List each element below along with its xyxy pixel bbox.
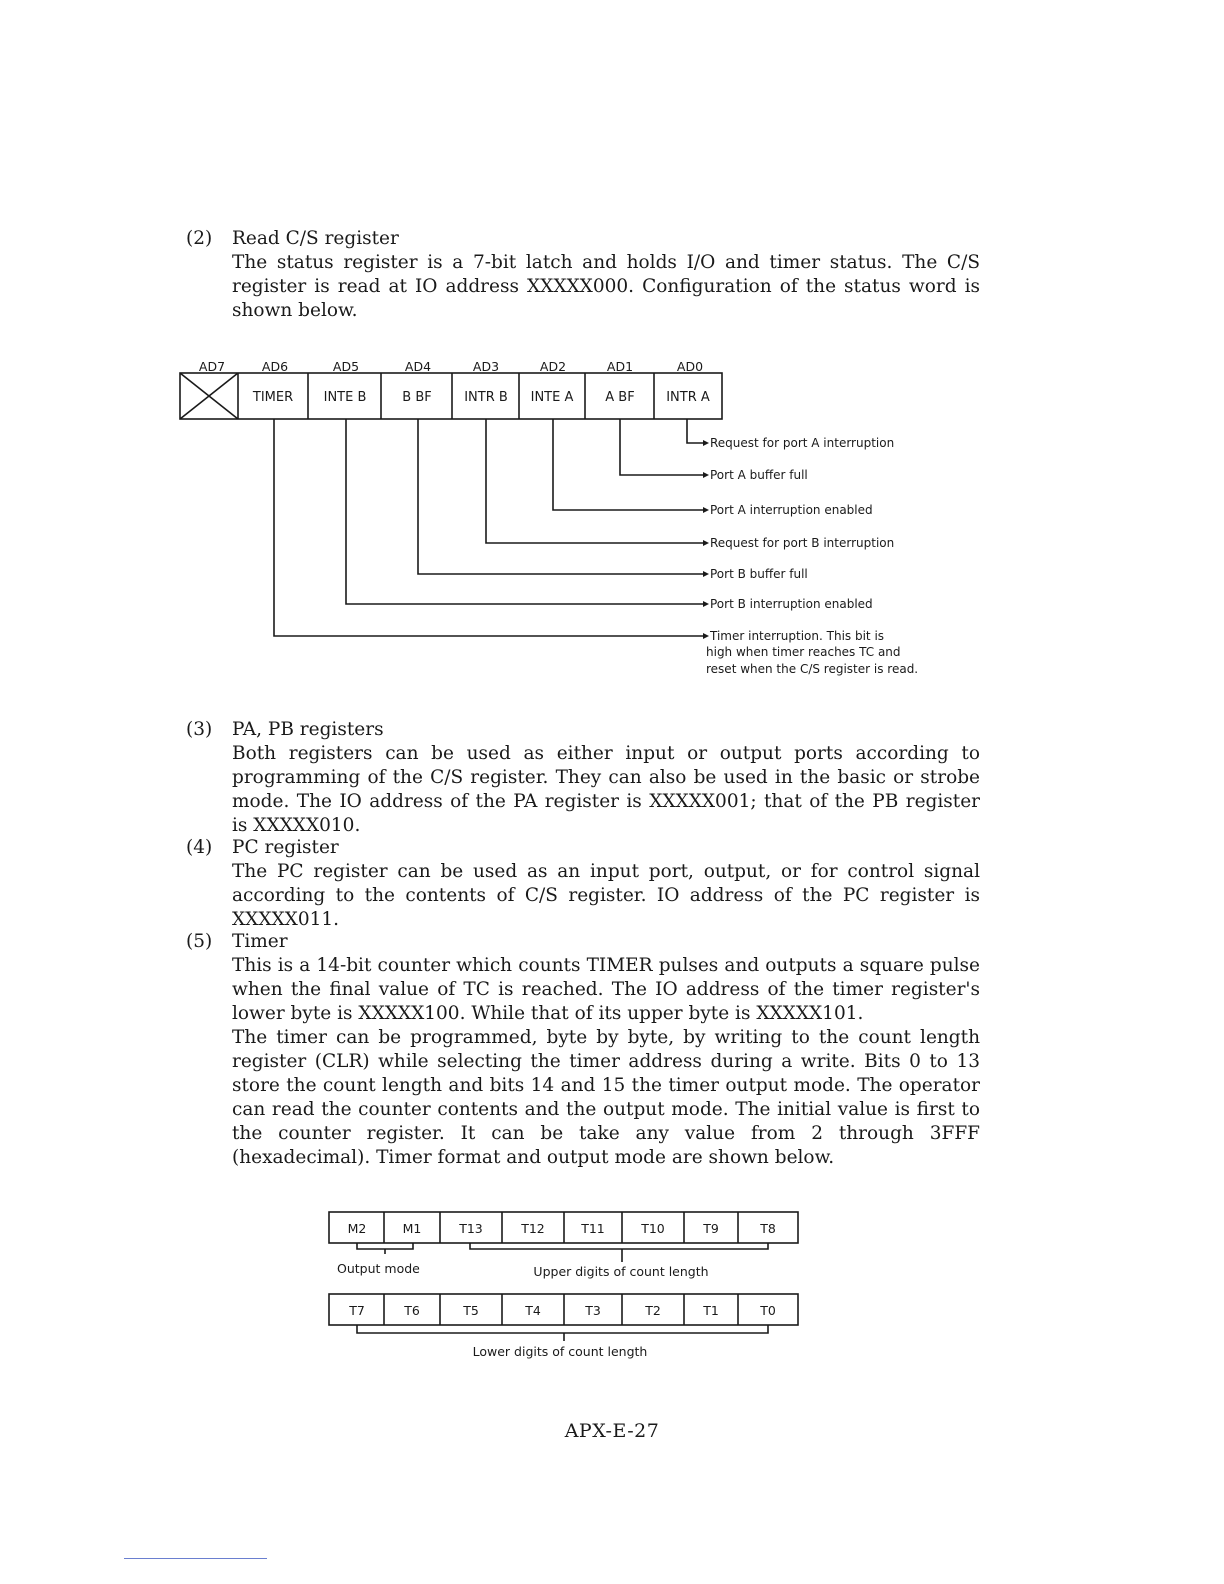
register-cell: INTR B <box>464 390 508 405</box>
paragraph: The status register is a 7-bit latch and holds I/O and timer status. The C/S register is read at IO address XXXXX000. Configuration of the status word is shown below. <box>232 252 980 321</box>
leader-a-bf <box>620 419 703 475</box>
register-cell: INTR A <box>666 390 710 405</box>
leader-b-bf <box>418 419 703 574</box>
lower-digits-label: Lower digits of count length <box>472 1344 648 1359</box>
register-cell: INTE B <box>323 390 367 405</box>
bit-description: Port A buffer full <box>710 468 808 482</box>
section-number: (4) <box>186 837 213 858</box>
paragraph: The timer can be programmed, byte by byte, by writing to the count length register (CLR) while selecting the timer address during a write. Bits 0 to 13 store the count length and bits 14 and 15 the timer output mode. The operator can read the counter contents and the output mode. The initial value is first to the counter register. It can be take any value from 2 through 3FFF (hexadecimal). Timer format and output mode are shown below. <box>232 1027 980 1168</box>
output-mode-brace <box>357 1243 413 1249</box>
leader-inte-a <box>553 419 703 510</box>
timer-bit: T13 <box>459 1221 483 1236</box>
bit-description: Port A interruption enabled <box>710 503 873 517</box>
bit-description: Port B interruption enabled <box>710 597 873 611</box>
timer-description-line: Timer interruption. This bit is <box>710 629 885 643</box>
leader-intr-a <box>687 419 703 443</box>
leader-inte-b <box>346 419 703 604</box>
timer-bit: M2 <box>347 1221 367 1236</box>
section-heading: PA, PB registers <box>232 719 384 740</box>
timer-bit: T5 <box>463 1303 479 1318</box>
bit-description: Request for port B interruption <box>710 536 895 550</box>
bit-description: Request for port A interruption <box>710 436 895 450</box>
timer-bit: T3 <box>585 1303 601 1318</box>
paragraph: Both registers can be used as either input or output ports according to programming of the C/S register. They can also be used in the basic or strobe mode. The IO address of the PA register is XXXXX001; that of the PB register is XXXXX010. <box>232 743 980 836</box>
register-cell: INTE A <box>530 390 574 405</box>
timer-description-line: high when timer reaches TC and <box>706 645 901 659</box>
section-heading: Read C/S register <box>232 228 399 249</box>
register-cell: TIMER <box>252 390 294 405</box>
timer-bit: T12 <box>521 1221 545 1236</box>
timer-bit: T8 <box>760 1221 776 1236</box>
paragraph: This is a 14-bit counter which counts TIMER pulses and outputs a square pulse when the final value of TC is reached. The IO address of the timer register's lower byte is XXXXX100. While that of its upper byte is XXXXX101. <box>232 955 980 1024</box>
timer-bit: T2 <box>645 1303 661 1318</box>
bit-label: AD4 <box>404 359 432 374</box>
timer-bit: T11 <box>581 1221 605 1236</box>
bit-description: Port B buffer full <box>710 567 808 581</box>
timer-bit: M1 <box>402 1221 422 1236</box>
upper-digits-brace <box>470 1243 768 1249</box>
section-number: (5) <box>186 931 213 952</box>
timer-bit: T4 <box>525 1303 541 1318</box>
timer-bit: T9 <box>703 1221 719 1236</box>
timer-bit: T6 <box>404 1303 420 1318</box>
page-footer: APX-E-27 <box>564 1420 660 1442</box>
leader-intr-b <box>486 419 703 543</box>
section-heading: PC register <box>232 837 339 858</box>
bit-label: AD6 <box>261 359 289 374</box>
register-cell: B BF <box>402 390 432 405</box>
bit-label: AD7 <box>198 359 226 374</box>
timer-bit: T1 <box>703 1303 719 1318</box>
section-number: (3) <box>186 719 213 740</box>
bit-label: AD3 <box>472 359 500 374</box>
bit-label: AD1 <box>606 359 634 374</box>
timer-bit: T0 <box>760 1303 776 1318</box>
bit-label: AD2 <box>539 359 567 374</box>
bottom-rule <box>124 1558 267 1559</box>
bit-label: AD5 <box>332 359 360 374</box>
lower-digits-brace <box>357 1325 768 1333</box>
timer-bit: T7 <box>349 1303 365 1318</box>
paragraph: The PC register can be used as an input port, output, or for control signal according to the contents of C/S register. IO address of the PC register is XXXXX011. <box>232 861 980 930</box>
timer-bit: T10 <box>641 1221 665 1236</box>
section-heading: Timer <box>232 931 288 952</box>
upper-digits-label: Upper digits of count length <box>533 1264 709 1279</box>
section-number: (2) <box>186 228 213 249</box>
bit-label: AD0 <box>676 359 704 374</box>
output-mode-label: Output mode <box>337 1261 420 1276</box>
timer-description-line: reset when the C/S register is read. <box>706 662 919 676</box>
register-cell: A BF <box>605 390 635 405</box>
